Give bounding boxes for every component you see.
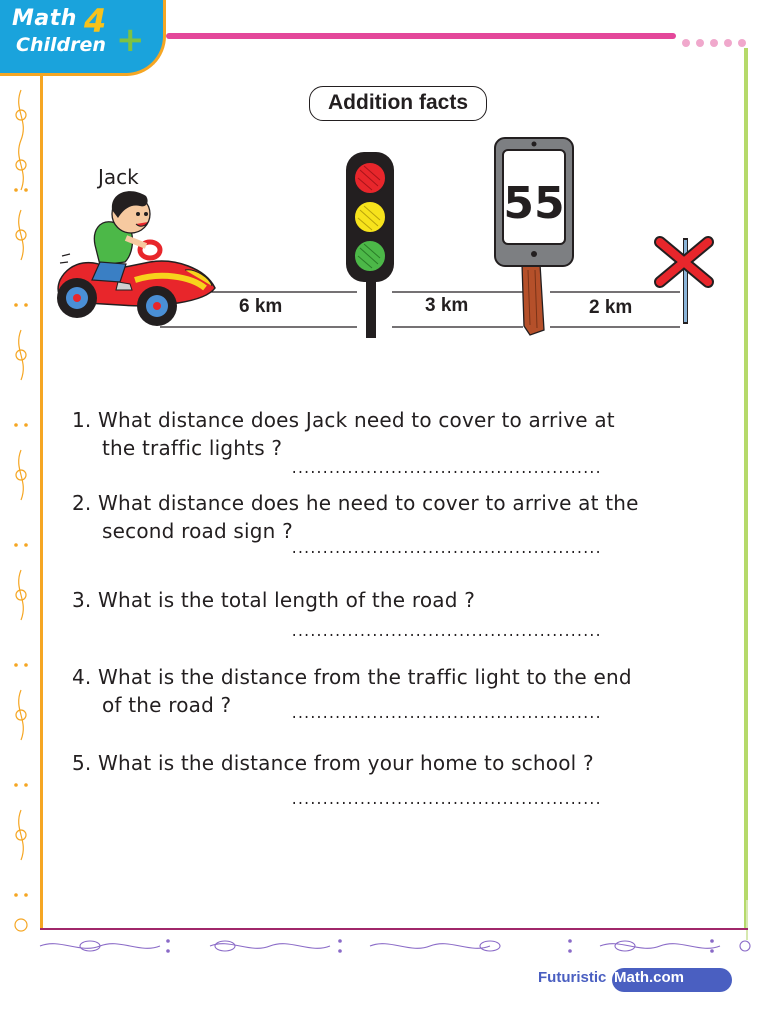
distance-label-1: 6 km — [239, 296, 283, 317]
question-2-line-1: 2. What distance does he need to cover to arrive at the — [72, 491, 639, 515]
logo-text-children: Children — [16, 34, 106, 56]
brand-text-futuristic: Futuristic — [538, 969, 607, 986]
answer-line-3[interactable]: .................................................. — [290, 625, 601, 641]
question-2 — [72, 489, 639, 545]
question-3-line-1: 3. What is the total length of the road ? — [72, 588, 476, 612]
answer-line-4[interactable]: .................................................. — [290, 707, 601, 723]
railroad-crossing-icon — [660, 238, 708, 324]
logo-badge — [0, 0, 166, 76]
top-border — [166, 33, 676, 39]
logo-text-four: 4 — [84, 2, 107, 40]
bottom-ornament-icon — [40, 936, 756, 956]
question-1-line-2: the traffic lights ? — [102, 436, 283, 460]
question-4-line-2: of the road ? — [102, 693, 232, 717]
speed-sign-icon — [495, 138, 573, 335]
road-scene — [0, 130, 768, 345]
character-label: Jack — [98, 165, 139, 189]
distance-label-2: 3 km — [425, 295, 469, 316]
logo-plus-icon: + — [116, 20, 145, 60]
worksheet-title: Addition facts — [309, 86, 487, 121]
speed-sign-number: 55 — [503, 178, 565, 229]
answer-line-5[interactable]: .................................................. — [290, 793, 601, 809]
top-dots-ornament — [682, 32, 752, 51]
question-1-line-1: 1. What distance does Jack need to cover to arrive at — [72, 408, 615, 432]
question-3 — [72, 586, 475, 614]
brand-text-math-com: Math.com — [614, 969, 685, 986]
question-4-line-1: 4. What is the distance from the traffic light to the end — [72, 665, 632, 689]
distance-label-3: 2 km — [589, 297, 633, 318]
car-icon — [57, 254, 215, 326]
question-5-line-1: 5. What is the distance from your home to school ? — [72, 751, 594, 775]
bottom-border — [40, 928, 748, 930]
logo-text-math: Math — [12, 6, 77, 31]
answer-line-1[interactable]: .................................................. — [290, 462, 601, 478]
question-2-line-2: second road sign ? — [102, 519, 293, 543]
right-border-fade — [746, 900, 748, 940]
answer-line-2[interactable]: .................................................. — [290, 542, 601, 558]
traffic-light-icon — [346, 152, 394, 338]
question-1 — [72, 406, 615, 462]
question-5 — [72, 749, 594, 777]
